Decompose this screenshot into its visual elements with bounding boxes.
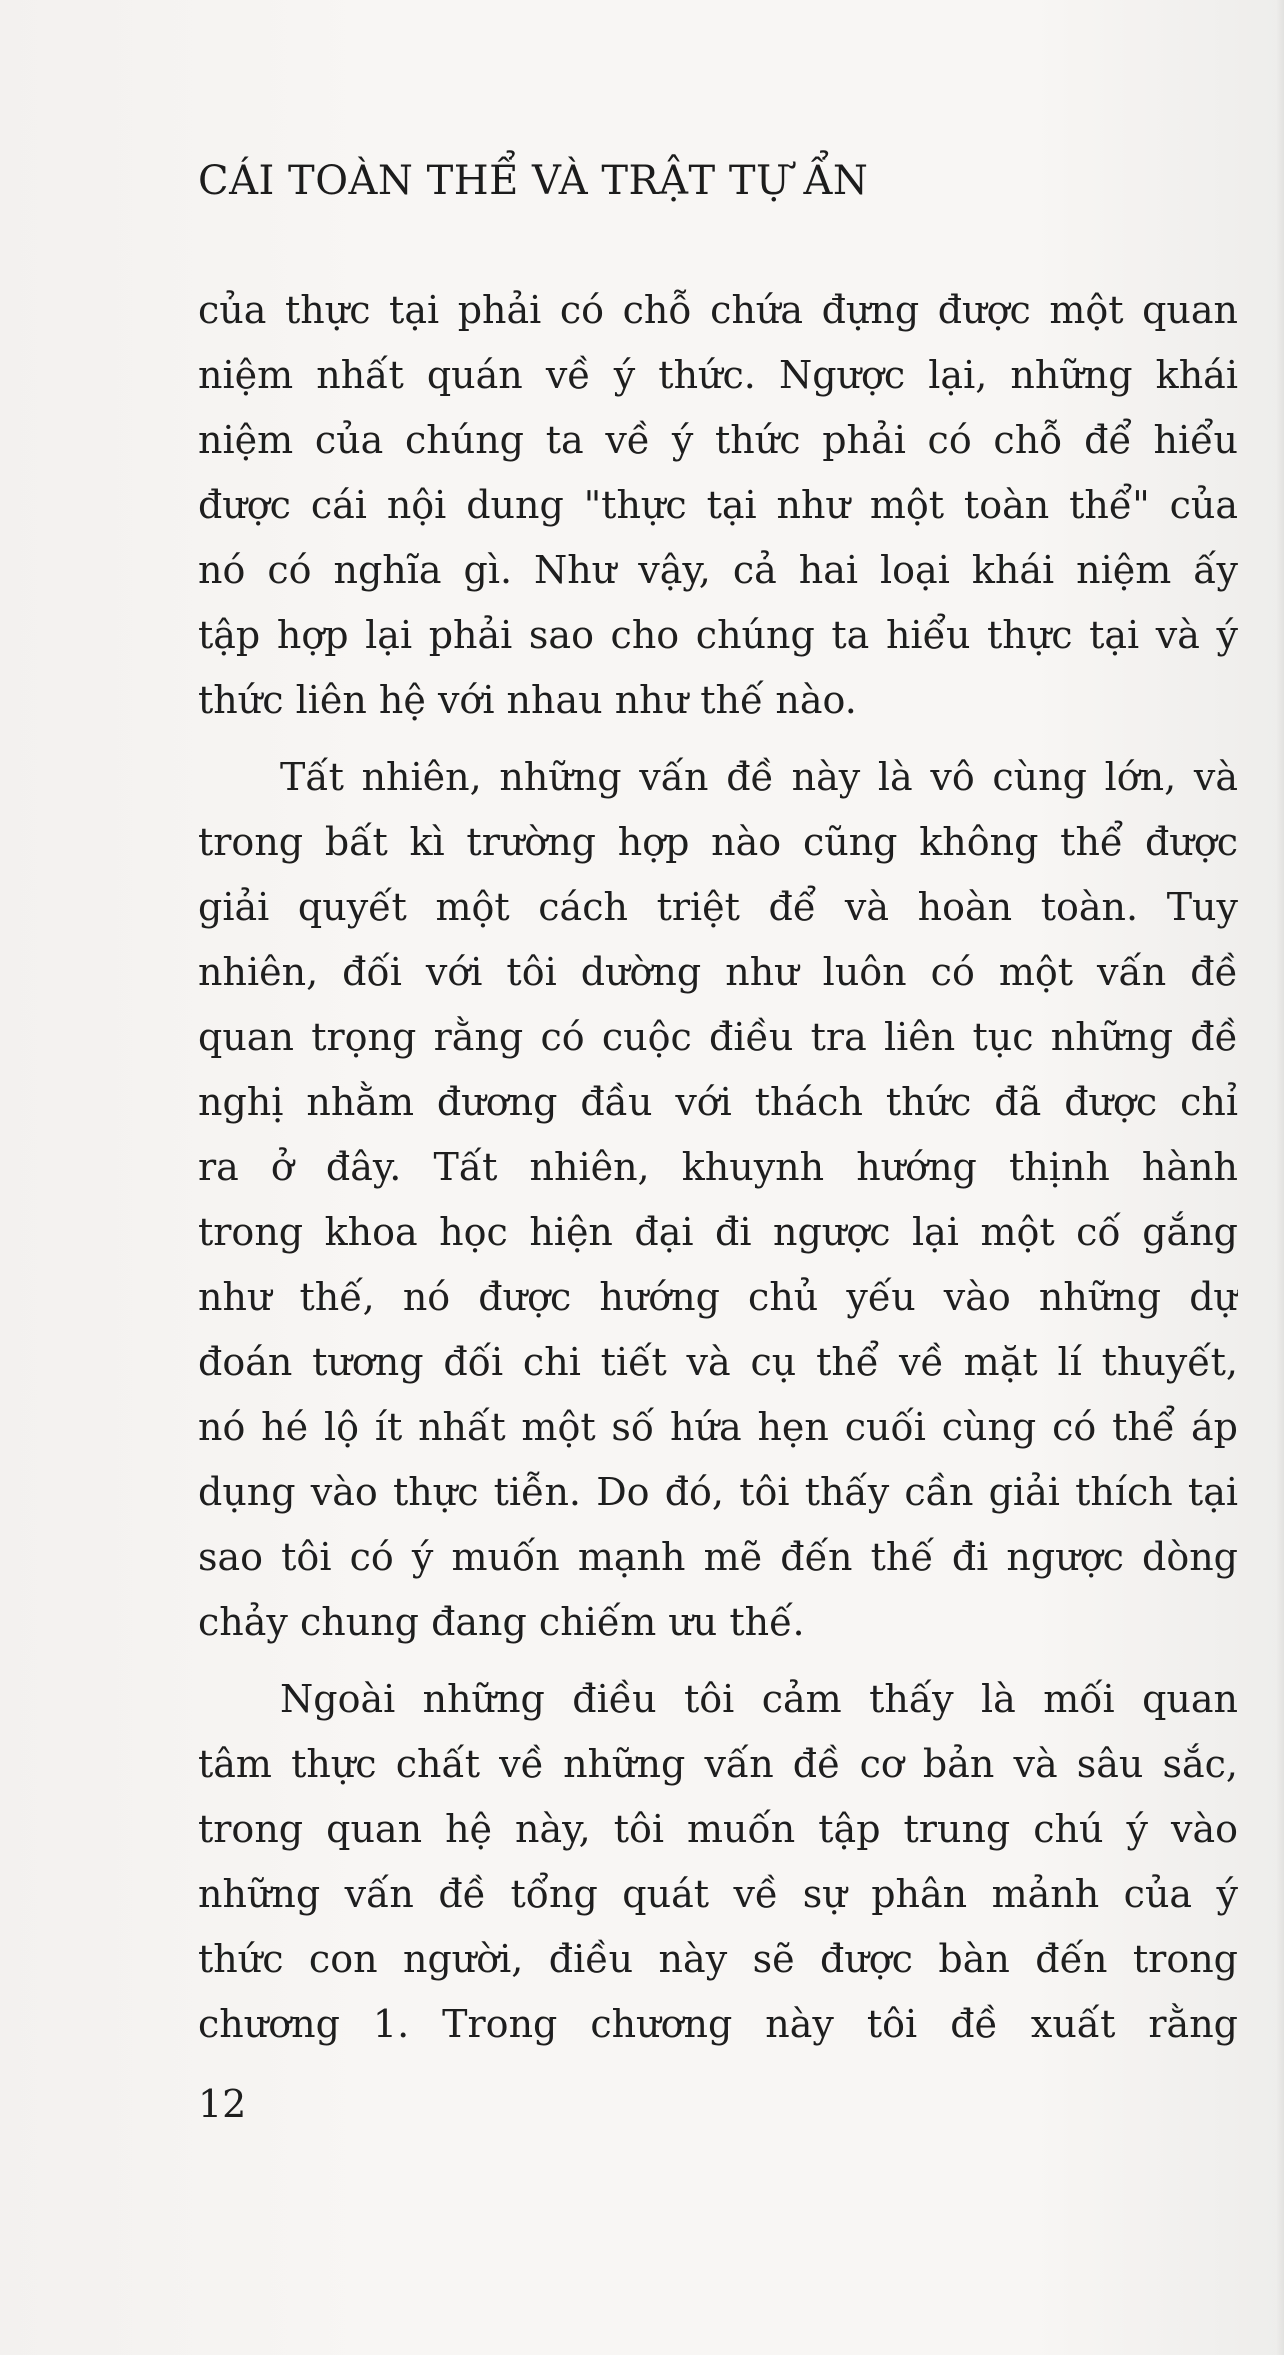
- text-line: chương 1. Trong chương này tôi đề xuất rằng: [198, 2002, 1238, 2046]
- text-line: thức liên hệ với nhau như thế nào.: [198, 678, 857, 722]
- text-line: những vấn đề tổng quát về sự phân mảnh của ý: [198, 1872, 1238, 1916]
- text-line: niệm của chúng ta về ý thức phải có chỗ để hiểu: [198, 418, 1238, 462]
- text-line: tập hợp lại phải sao cho chúng ta hiểu thực tại và ý: [198, 613, 1238, 657]
- text-line: như thế, nó được hướng chủ yếu vào những dự: [198, 1275, 1238, 1319]
- text-line: Ngoài những điều tôi cảm thấy là mối quan: [280, 1677, 1238, 1721]
- text-line: nó có nghĩa gì. Như vậy, cả hai loại khái niệm ấy: [198, 548, 1238, 592]
- text-line: chảy chung đang chiếm ưu thế.: [198, 1600, 805, 1644]
- text-line: tâm thực chất về những vấn đề cơ bản và sâu sắc,: [198, 1742, 1238, 1786]
- text-line: trong bất kì trường hợp nào cũng không thể được: [198, 820, 1238, 864]
- text-line: trong quan hệ này, tôi muốn tập trung chú ý vào: [198, 1807, 1238, 1851]
- text-line: đoán tương đối chi tiết và cụ thể về mặt lí thuyết,: [198, 1340, 1238, 1384]
- text-line: của thực tại phải có chỗ chứa đựng được một quan: [198, 288, 1238, 332]
- text-line: được cái nội dung "thực tại như một toàn thể" của: [198, 483, 1238, 527]
- text-line: ra ở đây. Tất nhiên, khuynh hướng thịnh hành: [198, 1145, 1238, 1189]
- text-line: nó hé lộ ít nhất một số hứa hẹn cuối cùng có thể áp: [198, 1405, 1238, 1449]
- text-line: nghị nhằm đương đầu với thách thức đã được chỉ: [198, 1080, 1238, 1124]
- text-line: dụng vào thực tiễn. Do đó, tôi thấy cần giải thích tại: [198, 1470, 1238, 1514]
- running-head: CÁI TOÀN THỂ VÀ TRẬT TỰ ẨN: [198, 158, 869, 204]
- text-line: sao tôi có ý muốn mạnh mẽ đến thế đi ngược dòng: [198, 1535, 1238, 1579]
- text-line: thức con người, điều này sẽ được bàn đến trong: [198, 1937, 1238, 1981]
- text-line: Tất nhiên, những vấn đề này là vô cùng lớn, và: [280, 755, 1238, 799]
- page-edge-shadow: [1276, 0, 1284, 2355]
- body-text: [198, 278, 1238, 2057]
- text-line: giải quyết một cách triệt để và hoàn toàn. Tuy: [198, 885, 1238, 929]
- text-line: niệm nhất quán về ý thức. Ngược lại, những khái: [198, 353, 1238, 397]
- page-number: 12: [198, 2082, 247, 2126]
- text-line: quan trọng rằng có cuộc điều tra liên tục những đề: [198, 1015, 1238, 1059]
- text-line: trong khoa học hiện đại đi ngược lại một cố gắng: [198, 1210, 1238, 1254]
- text-line: nhiên, đối với tôi dường như luôn có một vấn đề: [198, 950, 1238, 994]
